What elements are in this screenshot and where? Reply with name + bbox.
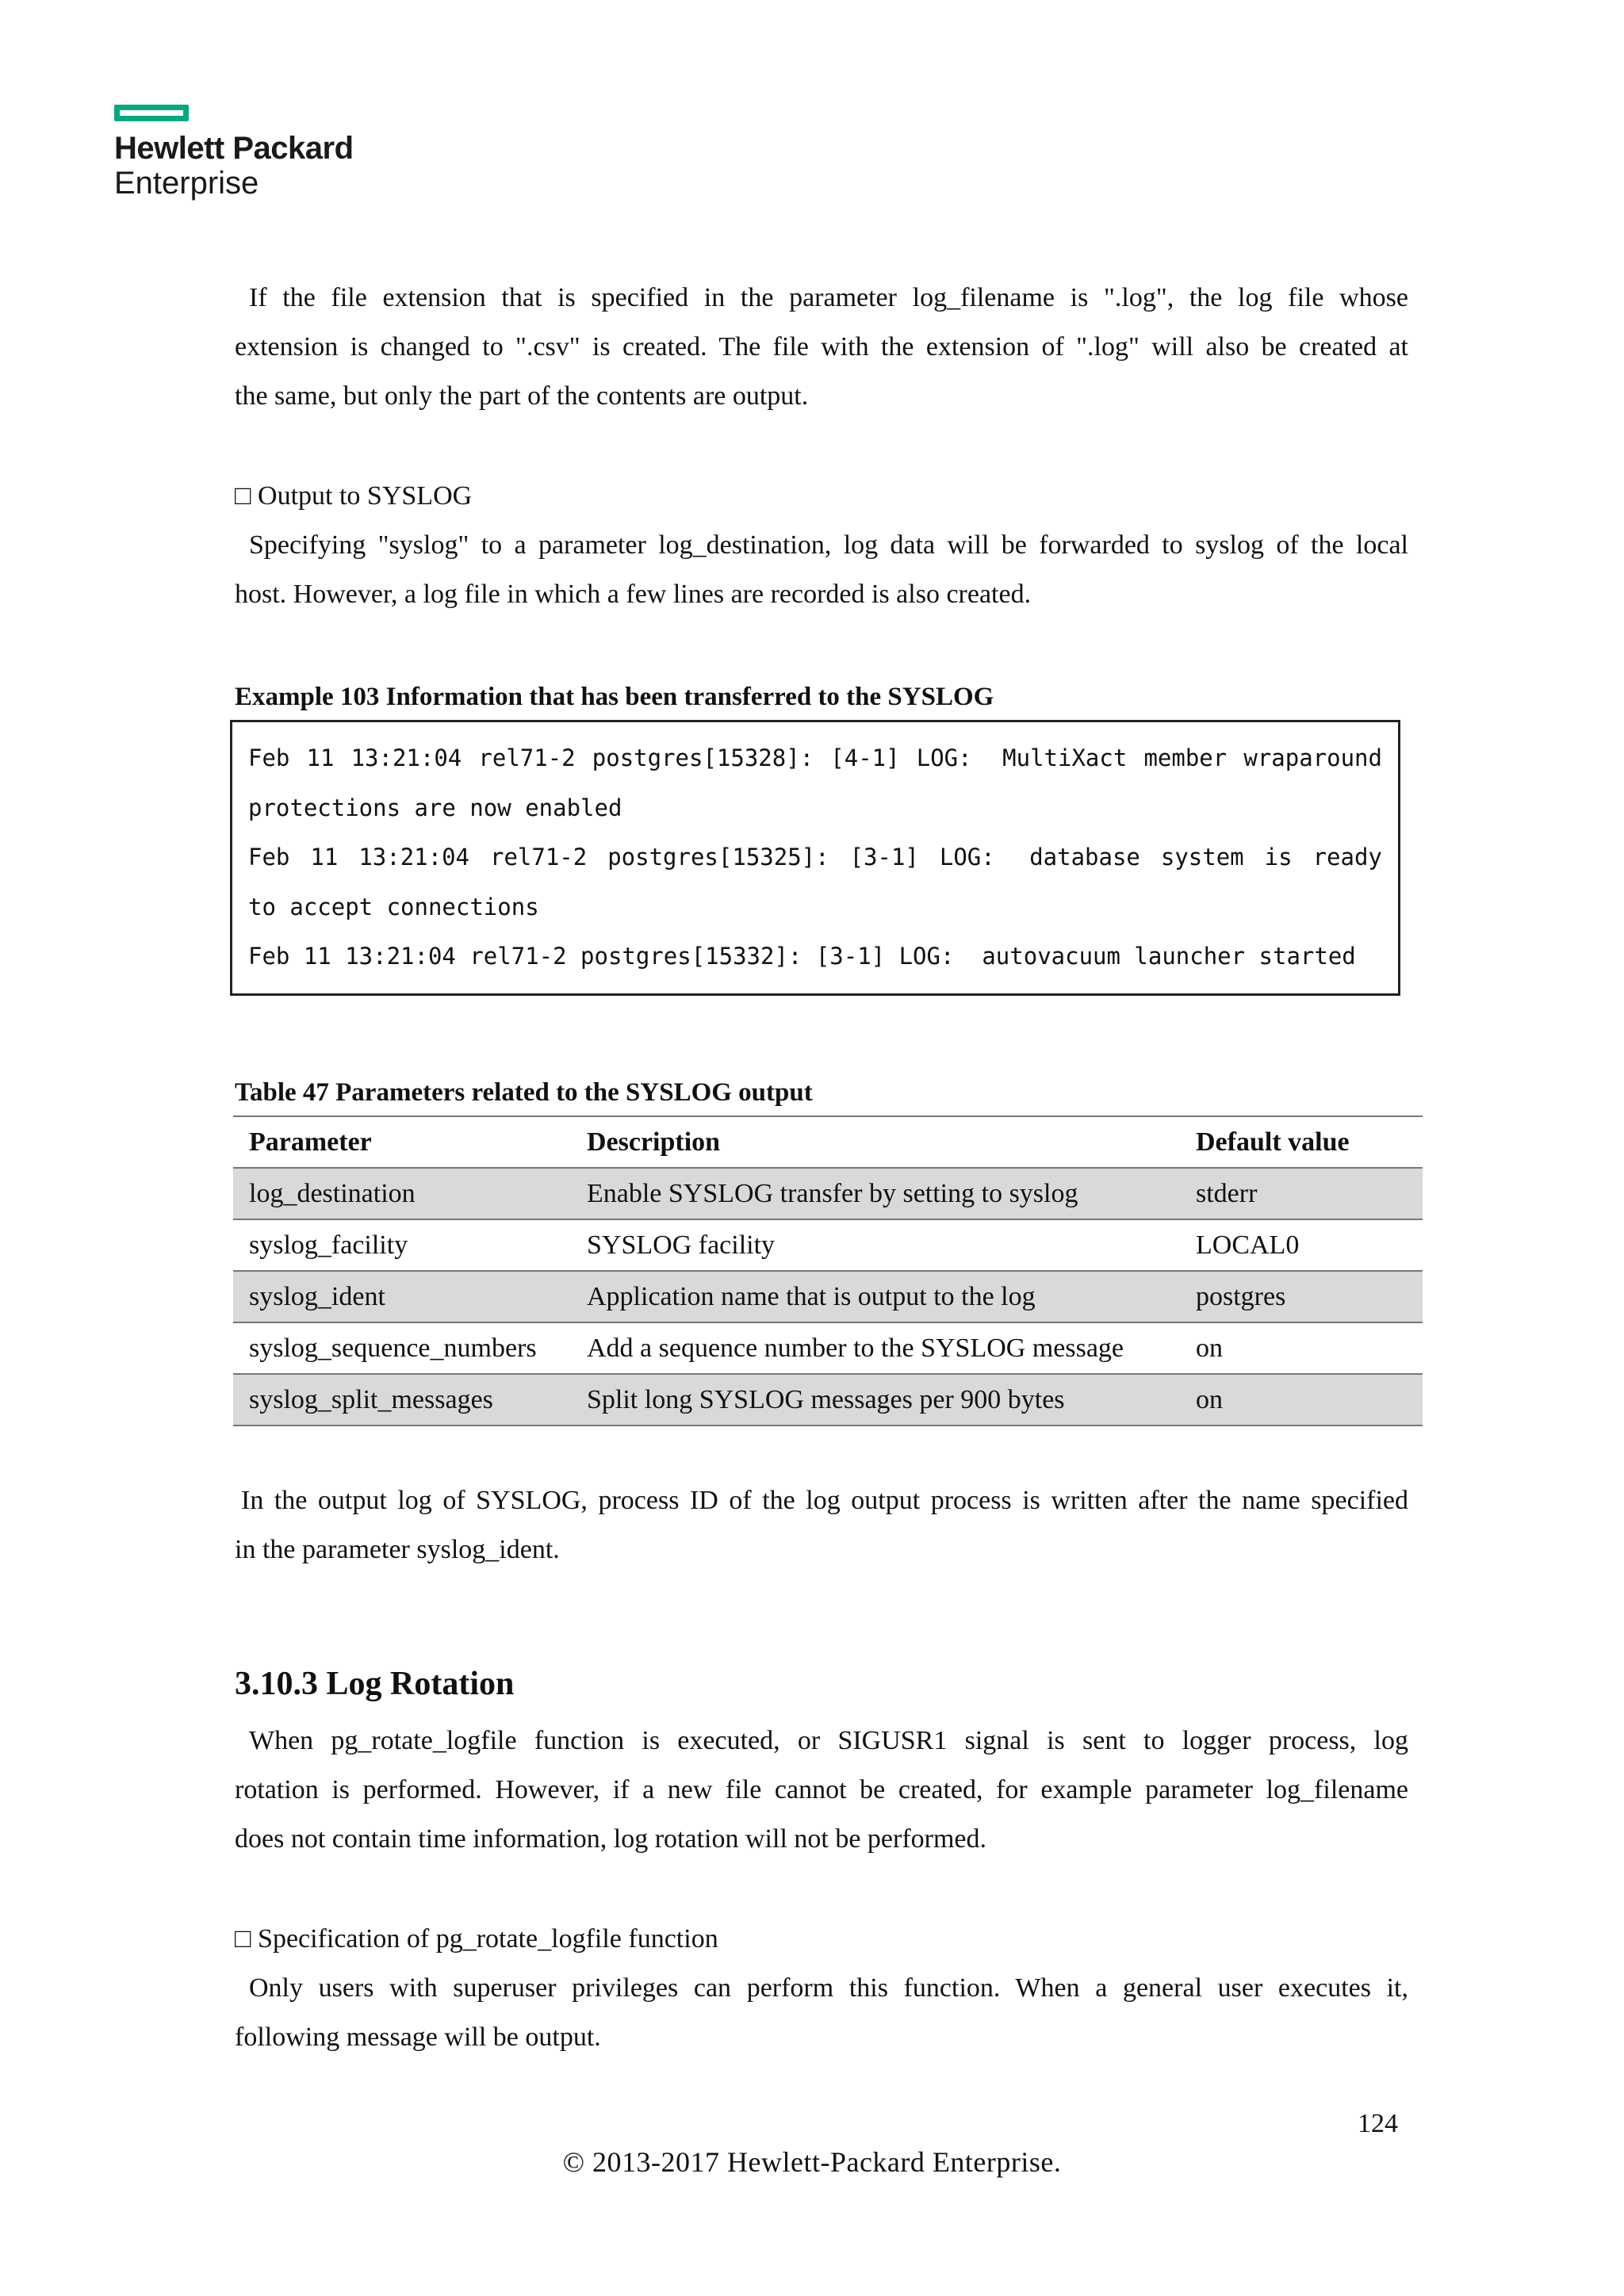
after-table-paragraph: [235, 1476, 1408, 1575]
table-cell: postgres: [1180, 1271, 1423, 1322]
heading-text: 3.10.3 Log Rotation: [235, 1666, 515, 1702]
table-cell: Enable SYSLOG transfer by setting to syslog: [571, 1168, 1180, 1219]
text-line: Specifying "syslog" to a parameter log_destination, log data will be forwarded to syslog of the local: [249, 530, 1408, 560]
table-cell: syslog_ident: [233, 1271, 571, 1322]
section-label: □ Output to SYSLOG: [235, 481, 473, 511]
code-line: Feb 11 13:21:04 rel71-2 postgres[15332]: [3-1] LOG: autovacuum launcher started: [248, 943, 1356, 970]
table-cell: syslog_facility: [233, 1219, 571, 1271]
table-cell: log_destination: [233, 1168, 571, 1219]
table-cell: Application name that is output to the log: [571, 1271, 1180, 1322]
table-cell: Split long SYSLOG messages per 900 bytes: [571, 1374, 1180, 1425]
text-line: the same, but only the part of the contents are output.: [235, 381, 809, 411]
hpe-logo-wordmark: [114, 131, 354, 201]
column-header: Description: [571, 1116, 1180, 1168]
code-line: Feb 11 13:21:04 rel71-2 postgres[15325]: [3-1] LOG: database system is ready: [248, 844, 1382, 871]
specification-section: [235, 1915, 1408, 2062]
table-cell: stderr: [1180, 1168, 1423, 1219]
text-line: in the parameter syslog_ident.: [235, 1535, 560, 1564]
text-line: host. However, a log file in which a few lines are recorded is also created.: [235, 580, 1032, 609]
intro-paragraph: [235, 274, 1408, 421]
text-line: does not contain time information, log rotation will not be performed.: [235, 1824, 987, 1854]
table-row: [233, 1271, 1423, 1322]
text-line: Only users with superuser privileges can perform this function. When a general user executes it,: [249, 1973, 1408, 2003]
caption-text: Table 47 Parameters related to the SYSLOG output: [235, 1078, 813, 1107]
table-row: [233, 1219, 1423, 1271]
section-label: □ Specification of pg_rotate_logfile function: [235, 1924, 718, 1954]
table-row: [233, 1374, 1423, 1425]
code-line: protections are now enabled: [248, 794, 622, 821]
table-cell: Add a sequence number to the SYSLOG message: [571, 1322, 1180, 1374]
text-line: When pg_rotate_logfile function is executed, or SIGUSR1 signal is sent to logger process, log: [249, 1726, 1408, 1755]
syslog-section: [235, 472, 1408, 619]
section-heading: [235, 1660, 1408, 1708]
logo-line-1: Hewlett Packard: [114, 131, 354, 166]
table-header-row: [233, 1116, 1423, 1168]
code-block: [230, 720, 1400, 996]
table-cell: syslog_sequence_numbers: [233, 1322, 571, 1374]
column-header: Parameter: [233, 1116, 571, 1168]
text-line: In the output log of SYSLOG, process ID of the log output process is written after the name specified: [241, 1486, 1408, 1515]
table-row: [233, 1168, 1423, 1219]
table-cell: syslog_split_messages: [233, 1374, 571, 1425]
text-line: following message will be output.: [235, 2022, 601, 2052]
table-cell: on: [1180, 1322, 1423, 1374]
caption-text: Example 103 Information that has been transferred to the SYSLOG: [235, 683, 994, 711]
text-line: extension is changed to ".csv" is created. The file with the extension of ".log" will also be created at: [235, 332, 1408, 362]
code-line: to accept connections: [248, 893, 539, 920]
hpe-logo-mark: [114, 105, 189, 121]
code-line: Feb 11 13:21:04 rel71-2 postgres[15328]: [4-1] LOG: MultiXact member wraparound: [248, 744, 1382, 771]
column-header: Default value: [1180, 1116, 1423, 1168]
table-cell: SYSLOG facility: [571, 1219, 1180, 1271]
table-cell: on: [1180, 1374, 1423, 1425]
table-caption: [235, 1075, 1408, 1110]
example-caption: [235, 679, 1408, 714]
page-number: 124: [1358, 2109, 1398, 2138]
text-line: If the file extension that is specified in the parameter log_filename is ".log", the log file whose: [249, 283, 1408, 312]
logo-line-2: Enterprise: [114, 166, 259, 201]
table-cell: LOCAL0: [1180, 1219, 1423, 1271]
parameters-table: [233, 1115, 1423, 1426]
text-line: rotation is performed. However, if a new file cannot be created, for example parameter log_filename: [235, 1775, 1408, 1804]
hpe-logo: [114, 105, 354, 201]
log-rotation-paragraph: [235, 1716, 1408, 1864]
copyright-notice: © 2013-2017 Hewlett-Packard Enterprise.: [562, 2146, 1062, 2178]
table-row: [233, 1322, 1423, 1374]
